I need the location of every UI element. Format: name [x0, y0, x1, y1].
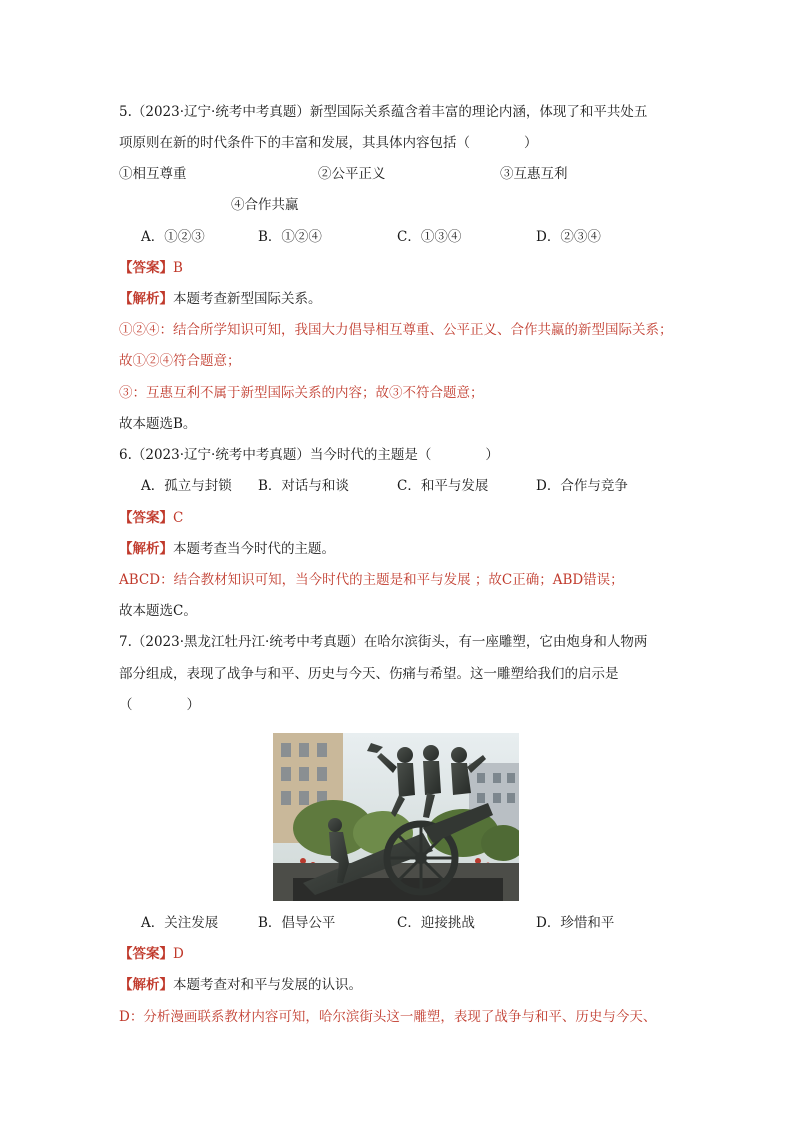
- q5-stem-line2: 项原则在新的时代条件下的丰富和发展，其具体内容包括（ ）: [119, 135, 538, 151]
- q6-stem: 6.（2023·辽宁·统考中考真题）当今时代的主题是（ ）: [119, 447, 499, 463]
- q6-conclusion: 故本题选C。: [119, 603, 197, 619]
- q7-option-b: B．倡导公平: [258, 915, 336, 931]
- q5-option-a: A．①②③: [141, 229, 205, 245]
- analysis-text: 本题考查对和平与发展的认识。: [173, 977, 362, 993]
- q7-option-a: A．关注发展: [141, 915, 219, 931]
- q6-option-d: D．合作与竞争: [536, 478, 628, 494]
- q5-item-3: ③互惠互利: [500, 166, 568, 182]
- q7-stem-line3: （ ）: [119, 697, 200, 713]
- analysis-label: 【解析】: [119, 291, 173, 307]
- analysis-text: 本题考查当今时代的主题。: [173, 541, 335, 557]
- q7-analysis: [119, 975, 362, 995]
- q7-answer: [119, 944, 184, 964]
- q5-option-d: D．②③④: [536, 229, 601, 245]
- q5-explanation-line2: 故①②④符合题意；: [119, 353, 241, 369]
- q5-item-2: ②公平正义: [318, 166, 386, 182]
- q7-option-c: C．迎接挑战: [397, 915, 475, 931]
- q6-explanation: ABCD：结合教材知识可知，当今时代的主题是和平与发展 ；故C正确；ABD错误；: [119, 572, 624, 588]
- q5-explanation-line1: ①②④：结合所学知识可知，我国大力倡导相互尊重、公平正义、合作共赢的新型国际关系；: [119, 322, 673, 338]
- q5-answer: [119, 258, 183, 278]
- q5-explanation-line3: ③：互惠互利不属于新型国际关系的内容；故③不符合题意；: [119, 385, 484, 401]
- q5-analysis: [119, 289, 322, 309]
- q6-option-a: A．孤立与封锁: [141, 478, 232, 494]
- answer-label: 【答案】: [119, 510, 173, 526]
- q7-stem-line1: 7.（2023·黑龙江牡丹江·统考中考真题）在哈尔滨街头，有一座雕塑，它由炮身和人物两: [119, 634, 648, 650]
- answer-value: D: [173, 946, 184, 962]
- q7-option-d: D．珍惜和平: [536, 915, 615, 931]
- answer-label: 【答案】: [119, 260, 173, 276]
- q6-option-b: B．对话与和谈: [258, 478, 349, 494]
- sculpture-photo: [273, 733, 519, 901]
- analysis-text: 本题考查新型国际关系。: [173, 291, 322, 307]
- answer-value: B: [173, 260, 183, 276]
- q5-option-c: C．①③④: [397, 229, 462, 245]
- q5-conclusion: 故本题选B。: [119, 416, 197, 432]
- answer-label: 【答案】: [119, 946, 173, 962]
- q7-stem-line2: 部分组成，表现了战争与和平、历史与今天、伤痛与希望。这一雕塑给我们的启示是: [119, 666, 619, 682]
- q6-answer: [119, 508, 183, 528]
- q5-item-1: ①相互尊重: [119, 166, 187, 182]
- analysis-label: 【解析】: [119, 977, 173, 993]
- q5-stem-line1: 5.（2023·辽宁·统考中考真题）新型国际关系蕴含着丰富的理论内涵，体现了和平共处五: [119, 104, 648, 120]
- q6-option-c: C．和平与发展: [397, 478, 489, 494]
- q7-explanation: D：分析漫画联系教材内容可知，哈尔滨街头这一雕塑，表现了战争与和平、历史与今天、: [119, 1009, 657, 1025]
- answer-value: C: [173, 510, 184, 526]
- q5-item-4: ④合作共赢: [231, 197, 299, 213]
- q6-analysis: [119, 539, 335, 559]
- analysis-label: 【解析】: [119, 541, 173, 557]
- q5-option-b: B．①②④: [258, 229, 322, 245]
